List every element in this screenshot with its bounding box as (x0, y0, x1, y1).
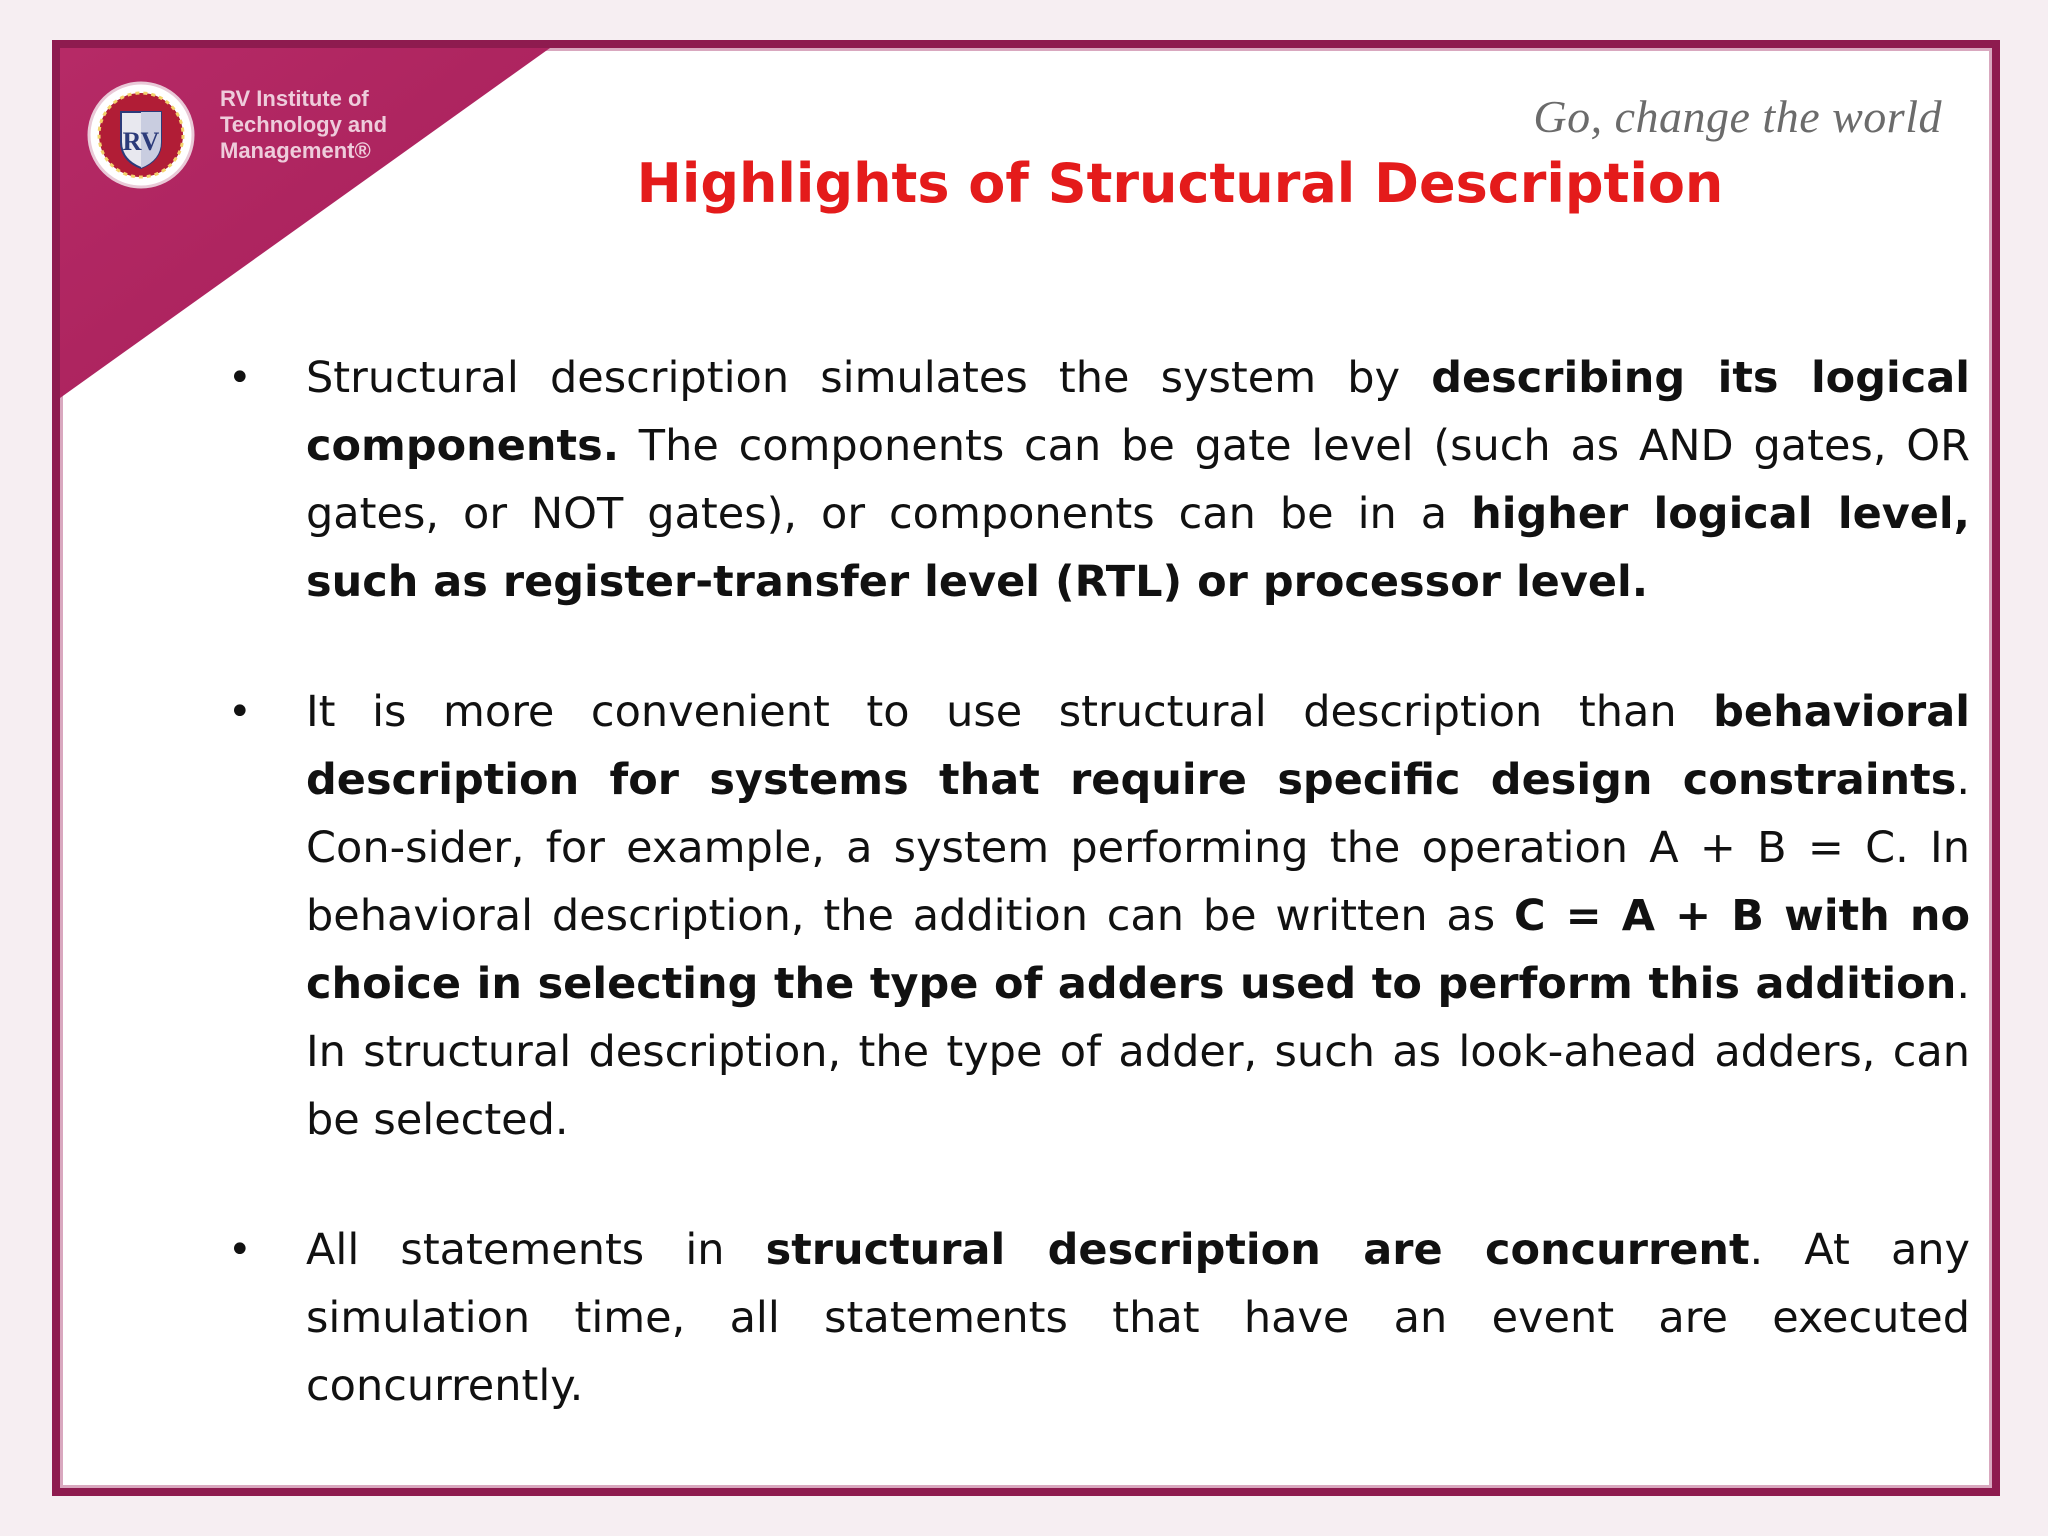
institute-name-line-1: RV Institute of (220, 86, 369, 111)
institute-name-line-3: Management® (220, 138, 371, 163)
slide-title: Highlights of Structural Description (636, 152, 1724, 215)
bullet-icon: • (228, 1227, 252, 1273)
tagline: Go, change the world (1533, 91, 1942, 142)
bullet-item-1: • Structural description simulates the system by describing its logical components. The components can be gate level (such as AND gates, OR gates, or NOT gates), or components can be in a higher logical level, such as register-transfer level (RTL) or processor level. (170, 344, 1970, 616)
bullet-icon: • (228, 689, 252, 735)
logo-monogram: RV (122, 127, 160, 156)
slide (52, 40, 2000, 1496)
bullet-list (170, 344, 1970, 1482)
institute-logo-icon (86, 80, 196, 190)
bullet-item-2: • It is more convenient to use structural description than behavioral description for systems that require specific design constraints. Con-sider, for example, a system performing the operation A + B = C. In behavioral description, the addition can be written as C = A + B with no choice in selecting the type of adders used to perform this addition. In structural description, the type of adder, such as look-ahead adders, can be selected. (170, 678, 1970, 1154)
bullet-icon: • (228, 355, 252, 401)
institute-name-line-2: Technology and (220, 112, 388, 137)
bullet-item-3: • All statements in structural description are concurrent. At any simulation time, all statements that have an event are executed concurrently. (170, 1216, 1970, 1420)
institute-name (220, 86, 440, 164)
